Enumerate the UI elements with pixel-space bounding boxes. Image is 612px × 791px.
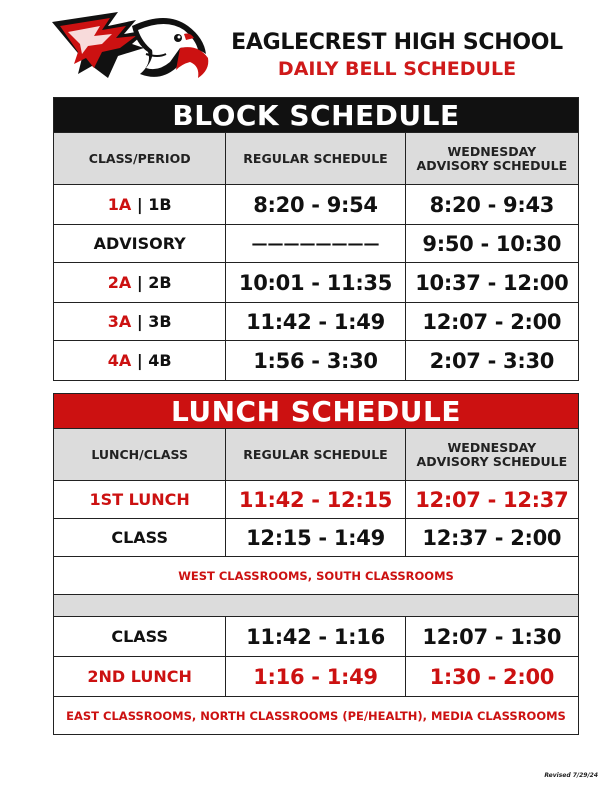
table-row: [54, 262, 578, 302]
column-header-wednesday: [405, 429, 578, 480]
table-row: [54, 302, 578, 340]
regular-time: 11:42 - 1:49: [225, 303, 404, 340]
wednesday-time: 8:20 - 9:43: [405, 185, 578, 224]
period-label: [54, 303, 225, 340]
wednesday-time: 1:30 - 2:00: [405, 657, 578, 696]
column-header-regular: REGULAR SCHEDULE: [225, 133, 404, 184]
lunch-schedule-title: LUNCH SCHEDULE: [54, 394, 578, 428]
block-schedule-table: [53, 97, 579, 381]
column-header-wednesday-line1: WEDNESDAY: [447, 439, 537, 455]
period-separator: |: [131, 273, 149, 292]
column-header-regular: REGULAR SCHEDULE: [225, 429, 404, 480]
column-header-class-period: CLASS/PERIOD: [54, 133, 225, 184]
wednesday-time: 12:07 - 2:00: [405, 303, 578, 340]
table-row: [54, 656, 578, 696]
wednesday-time: 12:07 - 1:30: [405, 617, 578, 656]
period-label: [54, 263, 225, 302]
table-row: [54, 616, 578, 656]
lunch-label: 2ND LUNCH: [87, 667, 192, 686]
column-header-wednesday: [405, 133, 578, 184]
period-separator: |: [131, 195, 149, 214]
regular-time: 11:42 - 12:15: [225, 481, 404, 518]
table-row: [54, 184, 578, 224]
lunch-label: 1ST LUNCH: [89, 490, 190, 509]
period-b: 1B: [148, 195, 172, 214]
period-label: [54, 341, 225, 380]
period-label: [54, 185, 225, 224]
table-row: [54, 480, 578, 518]
wednesday-time: 12:37 - 2:00: [405, 519, 578, 556]
column-header-wednesday-line2: ADVISORY SCHEDULE: [416, 453, 568, 469]
regular-time: 11:42 - 1:16: [225, 617, 404, 656]
table-row: [54, 224, 578, 262]
wednesday-time: 12:07 - 12:37: [405, 481, 578, 518]
regular-time: 1:16 - 1:49: [225, 657, 404, 696]
period-separator: |: [131, 351, 149, 370]
block-schedule-title: BLOCK SCHEDULE: [54, 98, 578, 132]
table-row: [54, 696, 578, 734]
table-header-row: [54, 132, 578, 184]
school-name: EAGLECREST HIGH SCHOOL: [231, 30, 563, 55]
lunch-location-note: EAST CLASSROOMS, NORTH CLASSROOMS (PE/HEALTH), MEDIA CLASSROOMS: [66, 708, 566, 723]
table-header-row: [54, 428, 578, 480]
period-a: 1A: [107, 195, 132, 214]
eagle-logo-icon: [48, 8, 214, 88]
period-b: 2B: [148, 273, 172, 292]
wednesday-time: 9:50 - 10:30: [405, 225, 578, 262]
table-row: [54, 518, 578, 556]
regular-time: 8:20 - 9:54: [225, 185, 404, 224]
period-a: 2A: [107, 273, 132, 292]
wednesday-time: 2:07 - 3:30: [405, 341, 578, 380]
period-label: ADVISORY: [93, 234, 186, 253]
schedule-subtitle: DAILY BELL SCHEDULE: [277, 58, 517, 80]
period-b: 3B: [148, 312, 172, 331]
table-row: [54, 340, 578, 380]
class-label: CLASS: [111, 627, 168, 646]
column-header-wednesday-line2: ADVISORY SCHEDULE: [416, 157, 568, 173]
regular-time: 12:15 - 1:49: [225, 519, 404, 556]
divider-row: [54, 594, 578, 616]
period-separator: |: [131, 312, 149, 331]
regular-time: 1:56 - 3:30: [225, 341, 404, 380]
wednesday-time: 10:37 - 12:00: [405, 263, 578, 302]
column-header-wednesday-line1: WEDNESDAY: [447, 143, 537, 159]
lunch-location-note: WEST CLASSROOMS, SOUTH CLASSROOMS: [178, 568, 454, 583]
period-a: 3A: [107, 312, 132, 331]
revised-date: Revised 7/29/24: [544, 772, 598, 779]
regular-time-none: ————————: [225, 225, 404, 262]
period-a: 4A: [107, 351, 132, 370]
regular-time: 10:01 - 11:35: [225, 263, 404, 302]
class-label: CLASS: [111, 528, 168, 547]
column-header-lunch-class: LUNCH/CLASS: [54, 429, 225, 480]
table-row: [54, 556, 578, 594]
period-b: 4B: [148, 351, 172, 370]
lunch-schedule-table: [53, 393, 579, 735]
